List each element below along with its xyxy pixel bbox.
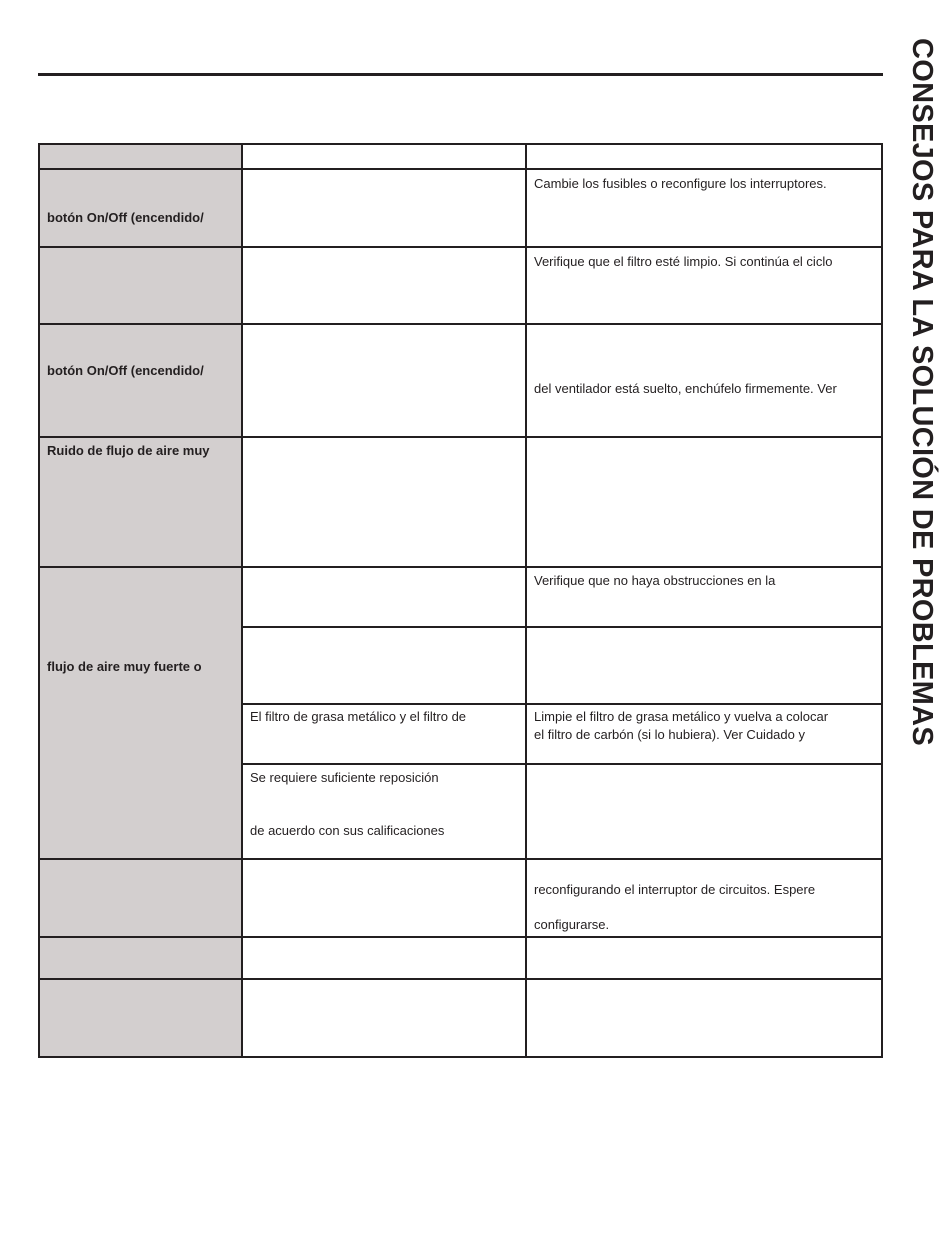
row6-solution-line1: reconfigurando el interruptor de circuitos. Espere — [534, 882, 816, 897]
row8-solution-cell — [525, 978, 883, 1058]
row3-solution-text: del ventilador está suelto, enchúfelo firmemente. Ver — [534, 381, 837, 396]
row5-sub4-solution-cell — [525, 763, 883, 860]
row6-problem-cell — [38, 858, 243, 938]
row1-problem-text: botón On/Off (encendido/ — [47, 210, 204, 225]
row6-solution-cell — [525, 858, 883, 938]
row5-sub2-solution-cell — [525, 626, 883, 705]
row1-solution-cell — [525, 168, 883, 248]
row1-cause-cell — [241, 168, 527, 248]
top-rule — [38, 73, 883, 76]
row5-sub3-solution-line1: Limpie el filtro de grasa metálico y vuelva a colocar — [534, 709, 829, 724]
side-heading — [904, 38, 940, 828]
row5-sub3-cause-cell — [241, 703, 527, 765]
row5-sub4-cause-line2: de acuerdo con sus calificaciones — [250, 823, 445, 838]
row2-problem-cell — [38, 246, 243, 325]
row8-cause-cell — [241, 978, 527, 1058]
row5-problem-cell — [38, 566, 243, 860]
row3-problem-text: botón On/Off (encendido/ — [47, 363, 204, 378]
row7-problem-cell — [38, 936, 243, 980]
row5-sub1-solution-cell — [525, 566, 883, 628]
row5-sub3-cause-text: El filtro de grasa metálico y el filtro de — [250, 709, 467, 724]
row1-problem-cell — [38, 168, 243, 248]
row6-cause-cell — [241, 858, 527, 938]
row2-solution-text: Verifique que el filtro esté limpio. Si continúa el ciclo — [534, 254, 833, 269]
row3-solution-cell — [525, 323, 883, 438]
row1-solution-text: Cambie los fusibles o reconfigure los interruptores. — [534, 176, 827, 191]
row5-sub1-cause-cell — [241, 566, 527, 628]
row4-problem-cell — [38, 436, 243, 568]
row2-cause-cell — [241, 246, 527, 325]
row4-solution-cell — [525, 436, 883, 568]
row4-problem-text: Ruido de flujo de aire muy — [47, 443, 210, 458]
side-heading-text: CONSEJOS PARA LA SOLUCIÓN DE PROBLEMAS — [906, 38, 938, 746]
header-solution-cell — [525, 143, 883, 170]
row5-sub3-solution-line2: el filtro de carbón (si lo hubiera). Ver Cuidado y — [534, 727, 805, 742]
row4-cause-cell — [241, 436, 527, 568]
row5-sub2-cause-cell — [241, 626, 527, 705]
row8-problem-cell — [38, 978, 243, 1058]
row5-problem-text: flujo de aire muy fuerte o — [47, 659, 202, 674]
header-cause-cell — [241, 143, 527, 170]
header-problem-cell — [38, 143, 243, 170]
row5-sub1-solution-text: Verifique que no haya obstrucciones en la — [534, 573, 776, 588]
row5-sub3-solution-cell — [525, 703, 883, 765]
row3-cause-cell — [241, 323, 527, 438]
row2-solution-cell — [525, 246, 883, 325]
row6-solution-line2: configurarse. — [534, 917, 610, 932]
row5-sub4-cause-line1: Se requiere suficiente reposición — [250, 770, 439, 785]
row3-problem-cell — [38, 323, 243, 438]
row7-cause-cell — [241, 936, 527, 980]
row7-solution-cell — [525, 936, 883, 980]
row5-sub4-cause-cell — [241, 763, 527, 860]
